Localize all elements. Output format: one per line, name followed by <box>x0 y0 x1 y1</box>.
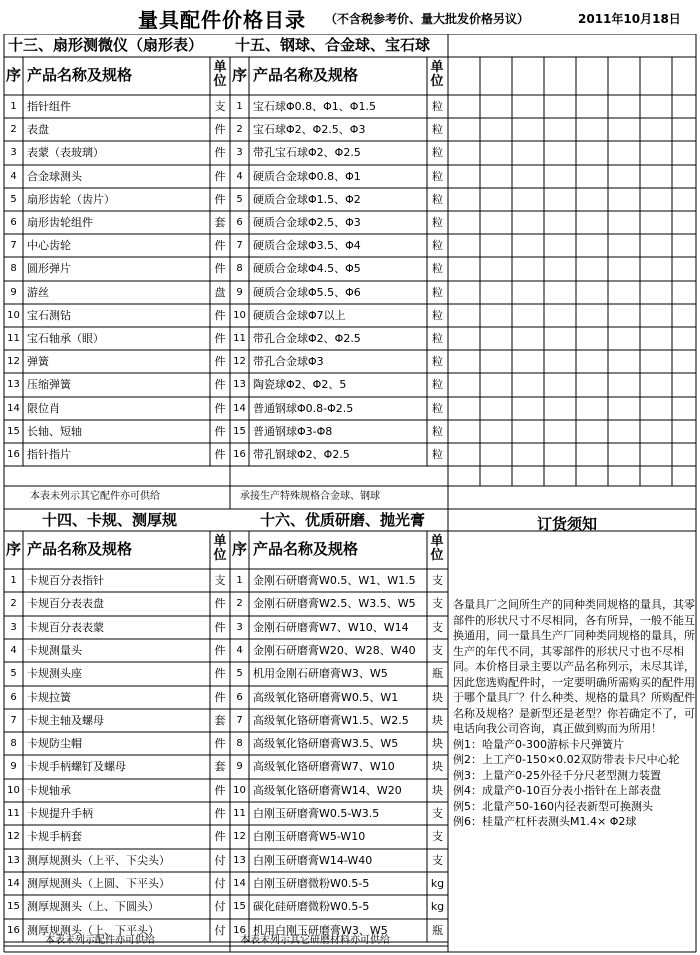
item-name: 金刚石研磨膏W2.5、W3.5、W5 <box>253 597 416 611</box>
item-name: 测厚规测头（上圆、下平头） <box>27 876 170 890</box>
notice-paragraph: 各量具厂之间所生产的同种类同规格的量具，其零部件的形状尺寸不尽相同，各有所异，一般不能互换通用，同一量具生产厂同种类同规格的量具，所生产的年代不同，其零部件的形状尺寸也不尽相同。本价格目录主要以产品名称列示，未尽其详，因此您选购配件时，一定要明确所需购买的配件用于哪个量具厂？什么种类、规格的量具？所购配件名称及规格？是新型还是老型？你若确定不了，可电话向我公司咨询，真正做到购而为所用！ <box>453 598 695 735</box>
row-number: 16 <box>233 449 246 460</box>
item-unit: 件 <box>214 424 226 438</box>
item-name: 高级氧化铬研磨膏W0.5、W1 <box>253 690 399 704</box>
item-unit: 件 <box>214 448 226 461</box>
item-name: 宝石测钻 <box>27 308 71 322</box>
item-unit: 粒 <box>432 169 443 183</box>
item-name: 扇形齿轮组件 <box>27 216 93 229</box>
item-name: 卡规手柄套 <box>27 830 82 844</box>
item-name: 卡规手柄螺钉及螺母 <box>27 760 126 774</box>
item-name: 宝石球Φ0.8、Φ1、Φ1.5 <box>253 100 376 113</box>
row-number: 7 <box>236 714 243 726</box>
notice-example: 例2：上工产0-150×0.02双防带表卡尺中心轮 <box>453 753 680 766</box>
item-name: 白刚玉研磨膏W5-W10 <box>253 830 366 844</box>
item-unit: 套 <box>214 760 226 774</box>
column-header-seq: 序 <box>232 66 248 84</box>
row-number: 13 <box>233 379 246 391</box>
row-number: 10 <box>7 309 20 321</box>
item-unit: 块 <box>432 783 443 797</box>
item-unit: 粒 <box>432 332 443 345</box>
item-unit: 粒 <box>432 192 443 206</box>
item-name: 高级氧化铬研磨膏W1.5、W2.5 <box>253 713 409 727</box>
item-unit: 件 <box>214 192 226 206</box>
item-name: 硬质合金球Φ3.5、Φ4 <box>253 239 361 253</box>
row-number: 4 <box>236 170 243 182</box>
row-number: 14 <box>233 402 246 414</box>
item-name: 白刚玉研磨微粉W0.5-5 <box>253 876 370 890</box>
item-name: 卡规拉簧 <box>27 690 71 704</box>
section-footer-note: 承接生产特殊规格合金球、钢球 <box>240 491 380 502</box>
item-name: 机用白刚玉研磨膏W3、W5 <box>253 923 388 937</box>
section-title: 十六、优质研磨、抛光膏 <box>260 511 426 529</box>
item-name: 卡规提升手柄 <box>27 807 93 820</box>
item-unit: 件 <box>214 690 226 704</box>
row-number: 6 <box>236 217 243 228</box>
row-number: 1 <box>236 101 243 112</box>
row-number: 13 <box>7 854 20 866</box>
row-number: 5 <box>10 668 17 680</box>
item-name: 指针组件 <box>27 100 71 113</box>
item-unit: 粒 <box>432 239 443 253</box>
item-unit: 盘 <box>214 285 226 299</box>
item-unit: 件 <box>214 239 226 253</box>
item-name: 卡规防尘帽 <box>27 737 82 751</box>
item-name: 宝石轴承（眼） <box>27 332 104 345</box>
row-number: 5 <box>10 193 17 205</box>
item-unit: 支 <box>432 853 443 867</box>
column-header-name: 产品名称及规格 <box>253 540 359 558</box>
row-number: 7 <box>236 240 243 252</box>
item-name: 扇形齿轮（齿片） <box>27 192 115 206</box>
row-number: 2 <box>236 598 243 610</box>
item-name: 表盘 <box>27 123 49 137</box>
item-name: 硬质合金球Φ5.5、Φ6 <box>253 285 361 299</box>
row-number: 5 <box>236 668 243 680</box>
item-unit: 件 <box>214 597 226 611</box>
row-number: 1 <box>10 575 17 586</box>
page-header <box>0 0 700 34</box>
notice-examples <box>453 737 696 830</box>
notice-title: 订货须知 <box>537 515 598 533</box>
notice-example: 例6：桂量产杠杆表测头M1.4× Φ2球 <box>453 815 637 828</box>
page-subtitle: （不含税参考价、量大批发价格另议） <box>325 12 530 26</box>
item-unit: 粒 <box>432 216 443 229</box>
item-unit: 粒 <box>432 100 443 113</box>
item-name: 宝石球Φ2、Φ2.5、Φ3 <box>253 123 366 137</box>
item-name: 压缩弹簧 <box>27 378 71 392</box>
item-name: 金刚石研磨膏W7、W10、W14 <box>253 620 409 634</box>
section-footer-note: 本表未列示其它配件亦可供给 <box>30 491 160 502</box>
row-number: 5 <box>236 193 243 205</box>
item-name: 卡规百分表表蒙 <box>27 620 104 634</box>
item-name: 机用金刚石研磨膏W3、W5 <box>253 667 388 681</box>
item-unit: 件 <box>214 401 226 415</box>
row-number: 3 <box>10 147 17 159</box>
item-name: 金刚石研磨膏W20、W28、W40 <box>253 643 416 657</box>
item-unit: 件 <box>214 807 226 820</box>
item-unit: 支 <box>432 643 443 657</box>
item-name: 硬质合金球Φ1.5、Φ2 <box>253 192 361 206</box>
item-name: 测厚规测头（上、下圆头） <box>27 900 159 914</box>
row-number: 4 <box>10 644 17 656</box>
item-unit: 套 <box>214 713 226 727</box>
page-date: 2011年10月18日 <box>578 12 681 26</box>
item-name: 合金球测头 <box>27 169 82 183</box>
item-unit: kg <box>430 876 445 890</box>
row-number: 11 <box>233 808 246 819</box>
item-name: 高级氧化铬研磨膏W14、W20 <box>253 783 402 797</box>
row-number: 9 <box>236 286 243 298</box>
row-number: 2 <box>236 124 243 136</box>
section-footer-note: 本表未列示其它研磨材料亦可供给 <box>240 935 390 946</box>
column-header-seq: 序 <box>6 540 22 558</box>
notice-example: 例5：北量产50-160内径表新型可换测头 <box>453 799 653 813</box>
column-header-name: 产品名称及规格 <box>27 540 133 558</box>
item-unit: 支 <box>432 620 443 634</box>
item-unit: 粒 <box>432 401 443 415</box>
row-number: 3 <box>236 147 243 159</box>
row-number: 16 <box>7 924 20 936</box>
item-name: 卡规测头座 <box>27 667 82 681</box>
row-number: 11 <box>233 333 246 344</box>
row-number: 3 <box>10 621 17 633</box>
item-name: 白刚玉研磨膏W14-W40 <box>253 853 373 867</box>
row-number: 1 <box>10 101 17 112</box>
item-unit: 粒 <box>432 424 443 438</box>
notice-example: 例3：上量产0-25外径千分尺老型测力装置 <box>453 768 661 782</box>
item-name: 白刚玉研磨膏W0.5-W3.5 <box>253 807 380 820</box>
item-unit: 瓶 <box>432 667 443 681</box>
item-unit: 瓶 <box>432 923 443 937</box>
item-unit: 件 <box>214 332 226 345</box>
row-number: 10 <box>233 309 246 321</box>
row-number: 9 <box>10 286 17 298</box>
item-unit: 付 <box>214 900 226 914</box>
item-name: 卡规百分表指针 <box>27 574 104 587</box>
row-number: 11 <box>7 808 20 819</box>
row-number: 9 <box>236 761 243 773</box>
row-number: 2 <box>10 598 17 610</box>
item-name: 普通钢球Φ3-Φ8 <box>253 424 333 438</box>
item-unit: 粒 <box>432 123 443 137</box>
row-number: 15 <box>233 425 246 437</box>
row-number: 2 <box>10 124 17 136</box>
item-unit: 粒 <box>432 262 443 276</box>
item-unit: 支 <box>214 100 226 113</box>
item-name: 卡规主轴及螺母 <box>27 713 104 727</box>
item-unit: 件 <box>214 378 226 392</box>
item-unit: 块 <box>432 737 443 751</box>
column-header-unit: 单位 <box>430 534 444 563</box>
column-header-seq: 序 <box>6 66 22 84</box>
section-title: 十三、扇形测微仪（扇形表） <box>8 36 204 54</box>
item-unit: 块 <box>432 690 443 704</box>
item-name: 金刚石研磨膏W0.5、W1、W1.5 <box>253 574 416 587</box>
item-unit: 粒 <box>432 448 443 461</box>
item-unit: 支 <box>432 807 443 820</box>
section-title: 十四、卡规、测厚规 <box>42 511 178 529</box>
row-number: 14 <box>233 877 246 889</box>
item-unit: 件 <box>214 667 226 681</box>
item-name: 普通钢球Φ0.8-Φ2.5 <box>253 401 354 415</box>
item-name: 长轴、短轴 <box>27 424 82 438</box>
item-name: 带孔合金球Φ2、Φ2.5 <box>253 332 361 345</box>
item-name: 卡规测量头 <box>27 643 82 657</box>
row-number: 4 <box>236 644 243 656</box>
item-name: 测厚规测头（上平、下尖头） <box>27 853 170 867</box>
item-name: 弹簧 <box>27 355 49 369</box>
row-number: 3 <box>236 621 243 633</box>
row-number: 16 <box>7 449 20 460</box>
item-name: 高级氧化铬研磨膏W3.5、W5 <box>253 737 399 751</box>
item-name: 限位肖 <box>27 401 60 415</box>
row-number: 10 <box>7 784 20 796</box>
item-unit: 付 <box>214 876 226 890</box>
notice-body <box>453 597 696 830</box>
item-name: 表蒙（表玻璃） <box>27 146 104 160</box>
row-number: 1 <box>236 575 243 586</box>
row-number: 8 <box>236 263 243 275</box>
item-unit: 付 <box>214 853 226 867</box>
item-unit: 支 <box>432 830 443 844</box>
row-number: 15 <box>7 901 20 913</box>
item-unit: 件 <box>214 355 226 369</box>
column-header-unit: 单位 <box>213 60 227 89</box>
item-unit: 件 <box>214 262 226 276</box>
item-name: 带孔合金球Φ3 <box>253 355 324 369</box>
item-name: 卡规轴承 <box>27 783 71 797</box>
item-unit: 粒 <box>432 146 443 160</box>
item-unit: 件 <box>214 146 226 160</box>
item-unit: 粒 <box>432 378 443 392</box>
row-number: 6 <box>236 691 243 703</box>
row-number: 15 <box>7 425 20 437</box>
item-name: 测厚规测头（上、下平头） <box>27 923 159 937</box>
item-name: 硬质合金球Φ4.5、Φ5 <box>253 262 361 276</box>
column-header-name: 产品名称及规格 <box>27 66 133 84</box>
item-unit: 套 <box>214 216 226 229</box>
column-header-unit: 单位 <box>430 60 444 89</box>
item-unit: 粒 <box>432 285 443 299</box>
notice-example: 例1：哈量产0-300游标卡尺弹簧片 <box>453 737 624 751</box>
item-unit: kg <box>430 900 445 914</box>
item-name: 硬质合金球Φ2.5、Φ3 <box>253 216 361 229</box>
item-unit: 支 <box>432 597 443 611</box>
item-unit: 支 <box>214 574 226 587</box>
row-number: 7 <box>10 714 17 726</box>
row-number: 12 <box>233 831 246 843</box>
row-number: 16 <box>233 924 246 936</box>
item-name: 硬质合金球Φ0.8、Φ1 <box>253 169 361 183</box>
row-number: 12 <box>233 356 246 368</box>
item-name: 陶瓷球Φ2、Φ2、5 <box>253 378 347 392</box>
item-name: 带孔钢球Φ2、Φ2.5 <box>253 448 350 461</box>
row-number: 12 <box>7 356 20 368</box>
item-unit: 粒 <box>432 355 443 369</box>
row-number: 8 <box>10 738 17 750</box>
row-number: 11 <box>7 333 20 344</box>
item-name: 指针指片 <box>27 448 71 461</box>
row-number: 6 <box>10 691 17 703</box>
row-number: 14 <box>7 402 20 414</box>
item-unit: 件 <box>214 123 226 137</box>
item-unit: 件 <box>214 169 226 183</box>
column-header-name: 产品名称及规格 <box>253 66 359 84</box>
item-unit: 件 <box>214 737 226 751</box>
row-number: 7 <box>10 240 17 252</box>
item-name: 硬质合金球Φ7以上 <box>253 308 346 322</box>
row-number: 6 <box>10 217 17 228</box>
item-unit: 件 <box>214 830 226 844</box>
row-number: 10 <box>233 784 246 796</box>
item-name: 带孔宝石球Φ2、Φ2.5 <box>253 146 361 160</box>
row-number: 4 <box>10 170 17 182</box>
row-number: 8 <box>236 738 243 750</box>
item-name: 碳化硅研磨微粉W0.5-5 <box>253 900 370 914</box>
item-unit: 粒 <box>432 308 443 322</box>
item-unit: 支 <box>432 574 443 587</box>
section-title: 十五、钢球、合金球、宝石球 <box>235 36 431 54</box>
row-number: 13 <box>233 854 246 866</box>
column-header-seq: 序 <box>232 540 248 558</box>
row-number: 14 <box>7 877 20 889</box>
item-unit: 件 <box>214 643 226 657</box>
item-name: 圆形弹片 <box>27 262 71 276</box>
item-unit: 块 <box>432 760 443 774</box>
item-unit: 付 <box>214 923 226 937</box>
row-number: 9 <box>10 761 17 773</box>
item-unit: 件 <box>214 620 226 634</box>
row-number: 15 <box>233 901 246 913</box>
item-unit: 块 <box>432 713 443 727</box>
row-number: 12 <box>7 831 20 843</box>
item-unit: 件 <box>214 308 226 322</box>
notice-example: 例4：成量产0-10百分表小指针在上部表盘 <box>453 784 661 797</box>
row-number: 8 <box>10 263 17 275</box>
row-number: 13 <box>7 379 20 391</box>
item-name: 卡规百分表表盘 <box>27 597 104 611</box>
column-header-unit: 单位 <box>213 534 227 563</box>
page-title: 量具配件价格目录 <box>138 8 306 32</box>
item-name: 游丝 <box>27 285 49 299</box>
item-name: 高级氧化铬研磨膏W7、W10 <box>253 760 395 774</box>
section-footer-note: 本表未列示配件亦可供给 <box>45 935 155 946</box>
item-unit: 件 <box>214 783 226 797</box>
item-name: 中心齿轮 <box>27 239 71 253</box>
